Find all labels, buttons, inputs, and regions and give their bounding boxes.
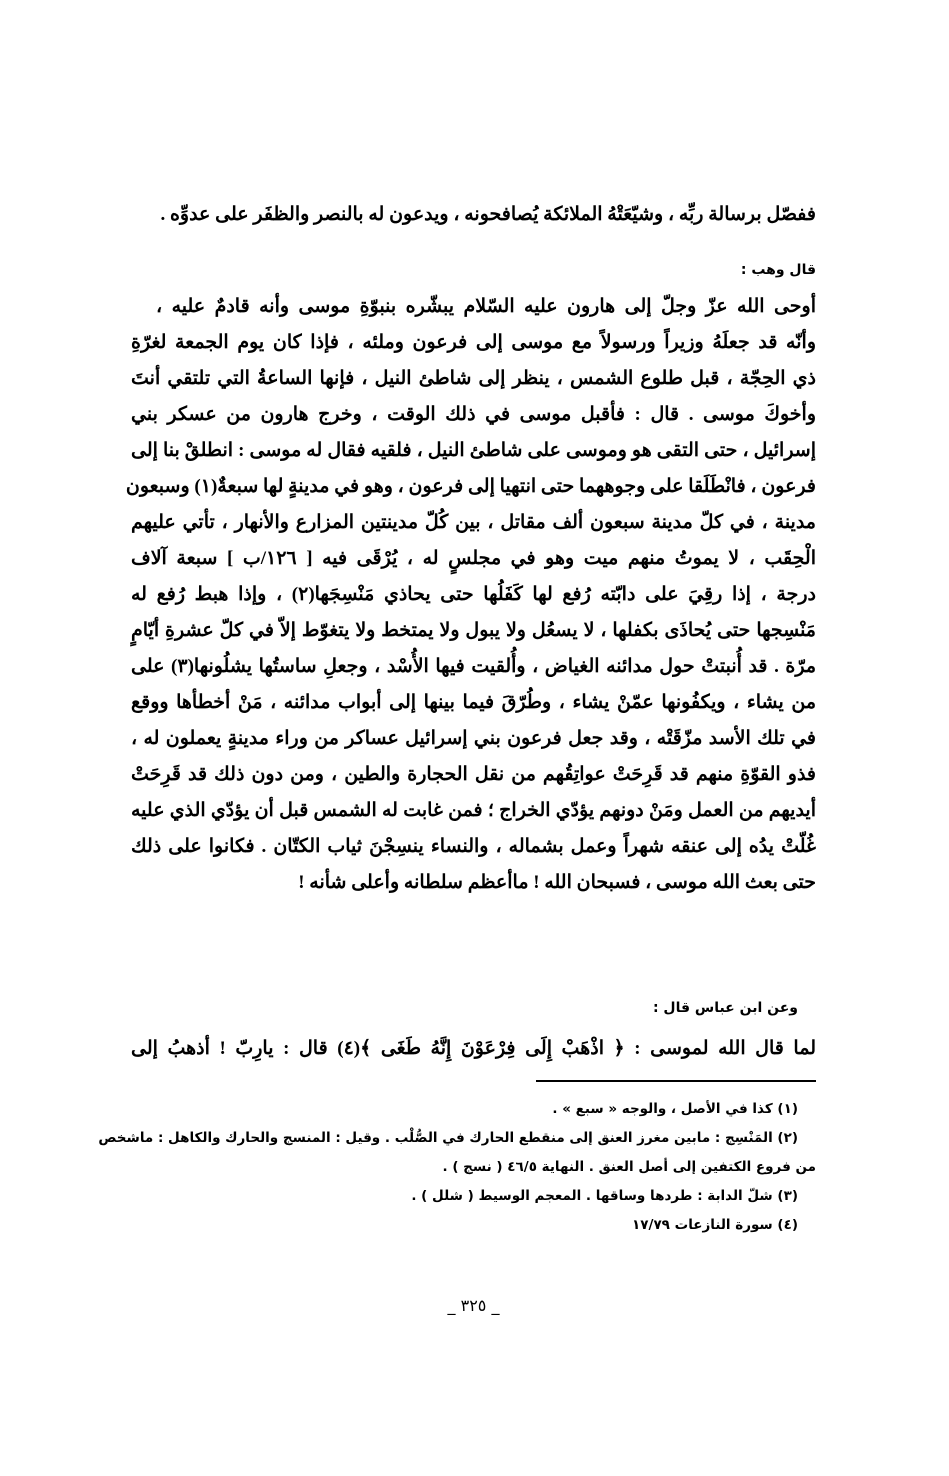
- body-line: فرعون ، فانْطَلَقا على وجوههما حتى انتهيا إلى فرعون ، وهو في مدينةٍ لها سبعةٌ(١) وسبعون: [125, 476, 816, 497]
- footnote-4: (٤) سورة النازعات ١٧/٧٩: [632, 1217, 798, 1233]
- body-line: غُلّتْ يدُه إلى عنقه شهراً وعمل بشماله ، والنساء ينسِجْنَ ثياب الكتّان . فكانوا على ذلك: [131, 836, 816, 857]
- body-line: أوحى الله عزّ وجلّ إلى هارون عليه السّلام يبشّره بنبوّةِ موسى وأنه قادمٌ عليه ،: [156, 296, 816, 317]
- body-line: إسرائيل ، حتى التقى هو وموسى على شاطئ النيل ، فلقيه فقال له موسى : انطلقْ بنا إلى: [131, 440, 816, 461]
- footnote-2: (٢) المَنْسِج : مابين مغرز العنق إلى منقطع الحارك في الصُّلْب . وقيل : المنسج والحارك والكاهل : ماشخص: [98, 1130, 798, 1146]
- body-line: مرّة . قد أُنبتتْ حول مدائنه الغياض ، وأُلقيت فيها الأُسْد ، وجعلِ ساستُها يشلُونها(٣) على: [131, 656, 816, 677]
- body-line: حتى بعث الله موسى ، فسبحان الله ! ماأعظم سلطانه وأعلى شأنه !: [298, 872, 816, 893]
- body-line: مدينة ، في كلّ مدينة سبعون ألف مقاتل ، بين كُلّ مدينتين المزارع والأنهار ، تأتي عليهم: [131, 512, 816, 533]
- body-line: لما قال الله لموسى : ﴿ اذْهَبْ إِلَى فِرْعَوْنَ إِنَّهُ طَغَى ﴾(٤) قال : يارِبّ ! أذهبُ إلى: [131, 1038, 816, 1059]
- footnote-1: (١) كذا في الأصل ، والوجه « سبع » .: [552, 1101, 798, 1117]
- section-heading-wahb: قال وهب :: [740, 262, 816, 278]
- footnote-3: (٣) شلّ الدابة : طردها وساقها . المعجم الوسيط ( شلل ) .: [411, 1188, 798, 1204]
- footnote-divider: [536, 1080, 816, 1082]
- body-line: من يشاء ، ويكفُونها عمّنْ يشاء ، وطُرّقَ فيما بينها إلى أبواب مدائنه ، مَنْ أخطأها ووقع: [131, 692, 816, 713]
- page-number: _ ٣٢٥ _: [447, 1296, 500, 1315]
- body-line: مَنْسِجها حتى يُحاذَى بكفلها ، لا يسعُل ولا يبول ولا يمتخط ولا يتغوّط إلاّ في كلّ عشرةِ أيّامٍ: [131, 620, 816, 641]
- body-line: ذي الحِجّة ، قبل طلوع الشمس ، ينظر إلى شاطئ النيل ، فإنها الساعةُ التي تلتقي أنتَ: [131, 368, 816, 389]
- body-line: الْحِقَب ، لا يموتُ منهم ميت وهو في مجلسٍ له ، يُرْقَى فيه [ ١٢٦/ب ] سبعة آلاف: [131, 548, 817, 569]
- intro-line: ففصّل برسالة ربِّه ، وشيّعَتْهُ الملائكة يُصافحونه ، ويدعون له بالنصر والظفَر على عدوِّه .: [160, 204, 816, 225]
- body-line: أيديهم من العمل ومَنْ دونهم يؤدّي الخراج ؛ فمن غابت له الشمس قبل أن يؤدّي الذي عليه: [131, 800, 816, 821]
- section-heading-ibn-abbas: وعن ابن عباس قال :: [652, 1000, 798, 1016]
- body-line: في تلك الأسد مزّقَتْه ، وقد جعل فرعون بني إسرائيل عساكر من وراء مدينةٍ يعملون له ،: [131, 728, 816, 749]
- body-line: درجة ، إذا رقِيَ على دابّته رُفع لها كَفَلُها حتى يحاذي مَنْسِجَها(٢) ، وإذا هبط رُفع له: [131, 584, 816, 605]
- footnote-2-continued: من فروع الكتفين إلى أصل العنق . النهاية ٤٦/٥ ( نسج ) .: [442, 1159, 816, 1175]
- body-line: فذو القوّةِ منهم قد قَرِحَتْ عواتِقُهم من نقل الحجارة والطين ، ومن دون ذلك قد قَرِحَتْ: [131, 764, 816, 785]
- body-line: وأخوكَ موسى . قال : فأقبل موسى في ذلك الوقت ، وخرج هارون من عسكر بني: [131, 404, 816, 425]
- body-line: وأنّه قد جعلَهُ وزيراً ورسولاً مع موسى إلى فرعون وملئه ، فإذا كان يوم الجمعة لغرّةِ: [131, 332, 816, 353]
